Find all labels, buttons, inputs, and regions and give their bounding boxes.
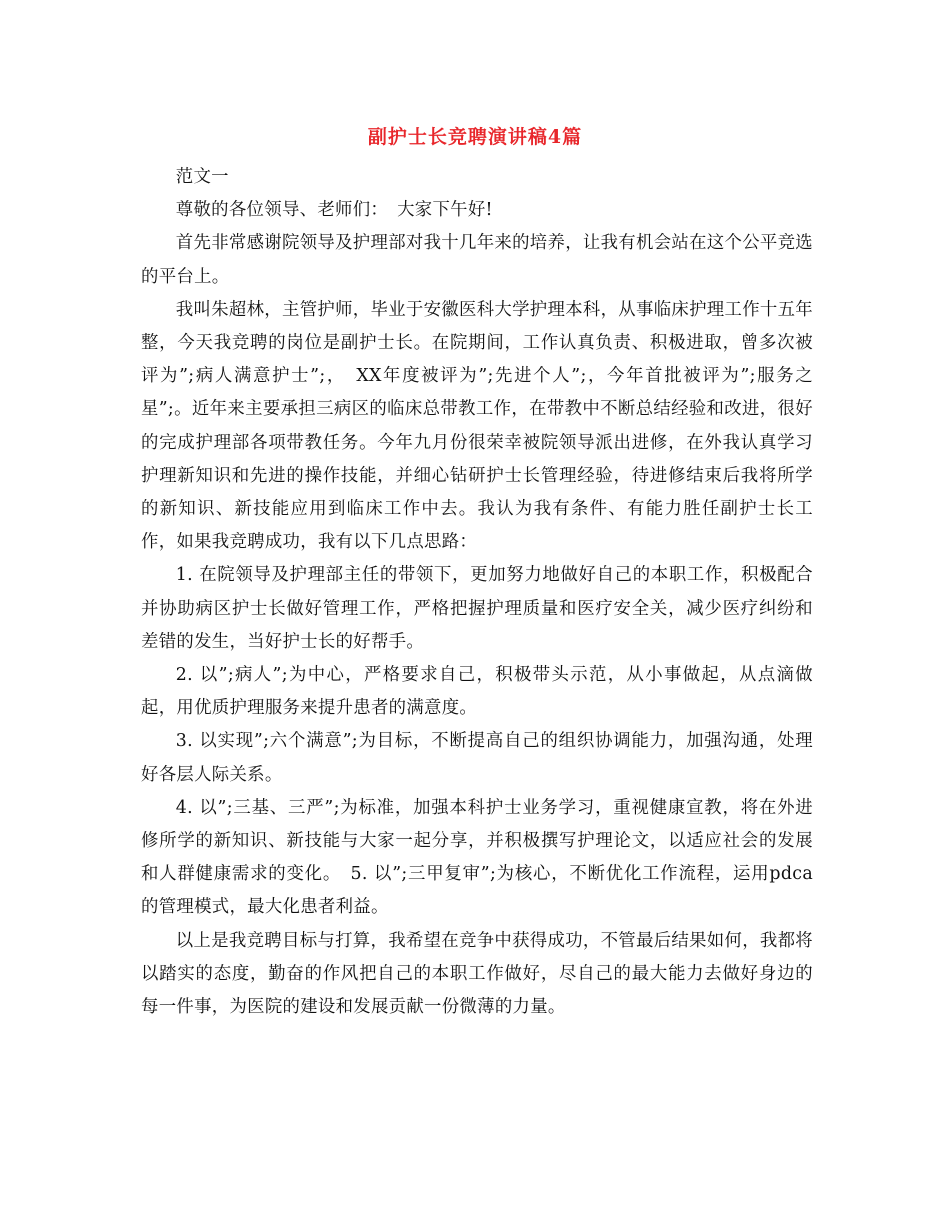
document-title: 副护士长竞聘演讲稿4篇 (367, 126, 583, 148)
document-body (141, 161, 813, 1024)
paragraph-thanks: 首先非常感谢院领导及护理部对我十几年来的培养，让我有机会站在这个公平竞选的平台上。 (141, 233, 813, 287)
paragraph-heading: 范文一 (175, 167, 229, 187)
paragraph-introduction: 我叫朱超林，主管护师，毕业于安徽医科大学护理本科，从事临床护理工作十五年整，今天我竞聘的岗位是副护士长。在院期间，工作认真负责、积极进取，曾多次被评为”;病人满意护士”;， XX年度被评为”;先进个人”;，今年首批被评为”;服务之星”;。近年来主要承担三病区的临床总带教工作，在带教中不断总结经验和改进，很好的完成护理部各项带教任务。今年九月份很荣幸被院领导派出进修，在外我认真学习护理新知识和先进的操作技能，并细心钻研护士长管理经验，待进修结束后我将所学的新知识、新技能应用到临床工作中去。我认为我有条件、有能力胜任副护士长工作，如果我竞聘成功，我有以下几点思路： (141, 299, 813, 553)
paragraph-greeting: 尊敬的各位领导、老师们： 大家下午好! (175, 200, 493, 221)
paragraph-point-4-5: 4. 以”;三基、三严”;为标准，加强本科护士业务学习，重视健康宣教，将在外进修所学的新知识、新技能与大家一起分享，并积极撰写护理论文，以适应社会的发展和人群健康需求的变化。 5. 以”;三甲复审”;为核心，不断优化工作流程，运用pdca的管理模式，最大化患者利益。 (141, 797, 813, 918)
paragraph-point-2: 2. 以”;病人”;为中心，严格要求自己，积极带头示范，从小事做起，从点滴做起，用优质护理服务来提升患者的满意度。 (141, 665, 813, 719)
paragraph-point-3: 3. 以实现”;六个满意”;为目标，不断提高自己的组织协调能力，加强沟通，处理好各层人际关系。 (141, 731, 813, 785)
paragraph-point-1: 1. 在院领导及护理部主任的带领下，更加努力地做好自己的本职工作，积极配合并协助病区护士长做好管理工作，严格把握护理质量和医疗安全关，减少医疗纠纷和差错的发生，当好护士长的好帮手。 (141, 565, 813, 652)
paragraph-conclusion: 以上是我竞聘目标与打算，我希望在竞争中获得成功，不管最后结果如何，我都将以踏实的态度，勤奋的作风把自己的本职工作做好，尽自己的最大能力去做好身边的每一件事，为医院的建设和发展贡献一份微薄的力量。 (141, 930, 813, 1018)
